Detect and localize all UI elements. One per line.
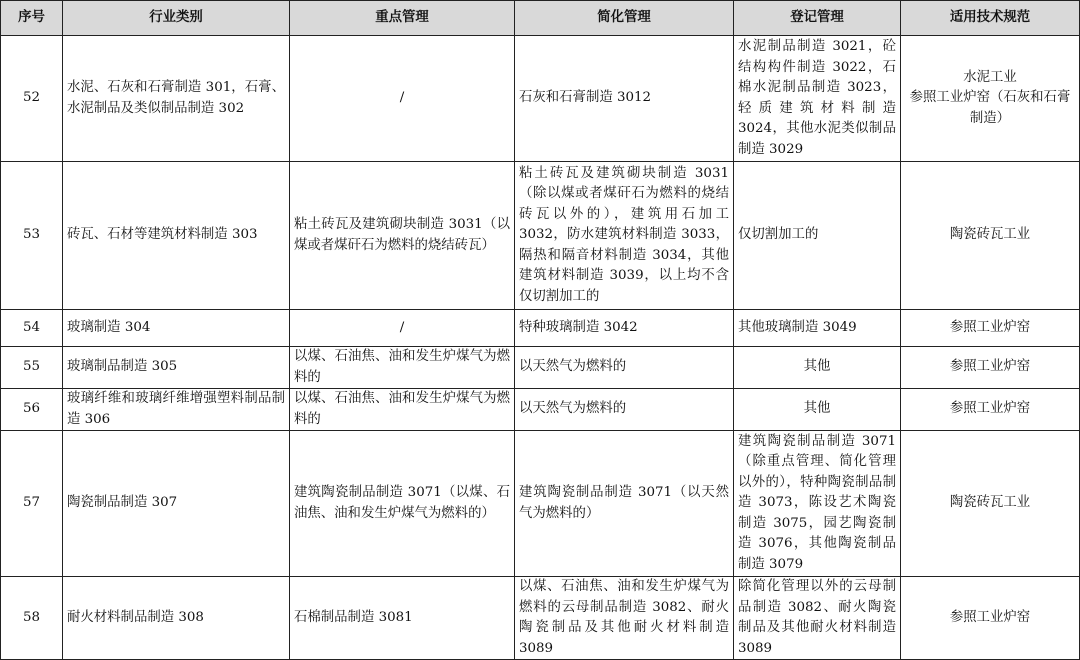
row-simplified: 特种玻璃制造 3042: [515, 310, 734, 347]
row-no: 53: [1, 162, 63, 310]
table-row: [1, 347, 1080, 389]
row-simplified: 石灰和石膏制造 3012: [515, 36, 734, 162]
header-registration-management: 登记管理: [734, 1, 901, 36]
table-row: [1, 310, 1080, 347]
row-category: 玻璃制造 304: [63, 310, 290, 347]
header-category: 行业类别: [63, 1, 290, 36]
row-spec: 陶瓷砖瓦工业: [901, 162, 1080, 310]
header-simplified-management: 简化管理: [515, 1, 734, 36]
row-spec: 参照工业炉窑: [901, 310, 1080, 347]
row-simplified: 以天然气为燃料的: [515, 389, 734, 431]
row-key: 建筑陶瓷制品制造 3071（以煤、石油焦、油和发生炉煤气为燃料的）: [290, 431, 515, 577]
row-key: 以煤、石油焦、油和发生炉煤气为燃料的: [290, 389, 515, 431]
row-category: 砖瓦、石材等建筑材料制造 303: [63, 162, 290, 310]
table-row: [1, 162, 1080, 310]
row-category: 水泥、石灰和石膏制造 301，石膏、水泥制品及类似制品制造 302: [63, 36, 290, 162]
row-simplified: 以煤、石油焦、油和发生炉煤气为燃料的云母制品制造 3082、耐火陶瓷制品及其他耐火材料制造 3089: [515, 577, 734, 660]
row-no: 57: [1, 431, 63, 577]
row-spec: 参照工业炉窑: [901, 577, 1080, 660]
row-key: 石棉制品制造 3081: [290, 577, 515, 660]
row-no: 55: [1, 347, 63, 389]
header-no: 序号: [1, 1, 63, 36]
row-registration: 其他: [734, 347, 901, 389]
row-key: /: [290, 310, 515, 347]
row-category: 耐火材料制品制造 308: [63, 577, 290, 660]
row-simplified: 以天然气为燃料的: [515, 347, 734, 389]
row-registration: 除简化管理以外的云母制品制造 3082、耐火陶瓷制品及其他耐火材料制造 3089: [734, 577, 901, 660]
row-registration: 其他玻璃制造 3049: [734, 310, 901, 347]
row-registration: 水泥制品制造 3021，砼结构构件制造 3022，石棉水泥制品制造 3023，轻质建筑材料制造 3024，其他水泥类似制品制造 3029: [734, 36, 901, 162]
row-no: 58: [1, 577, 63, 660]
row-simplified: 建筑陶瓷制品制造 3071（以天然气为燃料的）: [515, 431, 734, 577]
row-spec: 水泥工业 参照工业炉窑（石灰和石膏制造）: [901, 36, 1080, 162]
row-category: 玻璃制品制造 305: [63, 347, 290, 389]
row-no: 52: [1, 36, 63, 162]
table-row: [1, 431, 1080, 577]
table-row: [1, 577, 1080, 660]
row-registration: 其他: [734, 389, 901, 431]
row-no: 54: [1, 310, 63, 347]
row-key: 粘土砖瓦及建筑砌块制造 3031（以煤或者煤矸石为燃料的烧结砖瓦）: [290, 162, 515, 310]
header-technical-spec: 适用技术规范: [901, 1, 1080, 36]
header-row: [1, 1, 1080, 36]
row-category: 陶瓷制品制造 307: [63, 431, 290, 577]
header-key-management: 重点管理: [290, 1, 515, 36]
table-row: [1, 36, 1080, 162]
table-row: [1, 389, 1080, 431]
row-key: /: [290, 36, 515, 162]
row-spec: 陶瓷砖瓦工业: [901, 431, 1080, 577]
row-registration: 建筑陶瓷制品制造 3071（除重点管理、简化管理以外的），特种陶瓷制品制造 3073，陈设艺术陶瓷制造 3075，园艺陶瓷制造 3076，其他陶瓷制品制造 3079: [734, 431, 901, 577]
row-registration: 仅切割加工的: [734, 162, 901, 310]
row-spec: 参照工业炉窑: [901, 347, 1080, 389]
row-key: 以煤、石油焦、油和发生炉煤气为燃料的: [290, 347, 515, 389]
row-spec: 参照工业炉窑: [901, 389, 1080, 431]
row-simplified: 粘土砖瓦及建筑砌块制造 3031（除以煤或者煤矸石为燃料的烧结砖瓦以外的），建筑用石加工 3032，防水建筑材料制造 3033，隔热和隔音材料制造 3034，其他建筑材料制造 3039，以上均不含仅切割加工的: [515, 162, 734, 310]
row-no: 56: [1, 389, 63, 431]
row-category: 玻璃纤维和玻璃纤维增强塑料制品制造 306: [63, 389, 290, 431]
